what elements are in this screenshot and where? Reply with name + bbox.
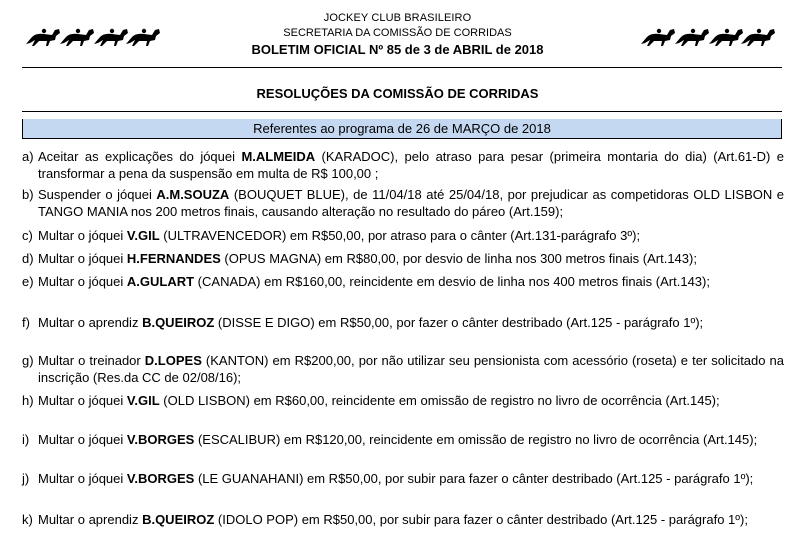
resolution-item xyxy=(22,314,784,331)
person-name: A.M.SOUZA xyxy=(156,187,230,202)
item-text-post: (CANADA) em R$160,00, reincidente em desvio de linha nos 400 metros finais (Art.143); xyxy=(194,274,710,289)
item-text-post: (DISSE E DIGO) em R$50,00, por fazer o cânter destribado (Art.125 - parágrafo 1º); xyxy=(214,315,704,330)
item-text-pre: Multar o jóquei xyxy=(38,393,127,408)
organization-name: JOCKEY CLUB BRASILEIRO xyxy=(323,12,472,24)
item-label: e) xyxy=(22,274,34,289)
item-text-post: (OLD LISBON) em R$60,00, reincidente em omissão de registro no livro de ocorrência (Art.145); xyxy=(159,393,720,408)
resolution-item xyxy=(22,227,784,244)
section-title: RESOLUÇÕES DA COMISSÃO DE CORRIDAS xyxy=(256,86,539,101)
person-name: B.QUEIROZ xyxy=(142,315,215,330)
header-divider xyxy=(22,67,782,68)
item-text-post: (LE GUANAHANI) em R$50,00, por subir para fazer o cânter destribado (Art.125 - parágrafo 1º); xyxy=(194,471,754,486)
item-label: j) xyxy=(22,471,30,486)
item-text-pre: Multar o aprendiz xyxy=(38,315,143,330)
bulletin-title: BOLETIM OFICIAL Nº 85 de 3 de ABRIL de 2018 xyxy=(251,42,544,57)
item-text xyxy=(38,431,784,448)
item-text-post: (IDOLO POP) em R$50,00, por subir para fazer o cânter destribado (Art.125 - parágrafo 1º); xyxy=(214,512,748,527)
section-divider-top xyxy=(22,111,782,112)
item-text xyxy=(38,186,784,220)
item-label: b) xyxy=(22,187,34,202)
item-text xyxy=(38,273,784,290)
document-header xyxy=(0,0,795,68)
item-text xyxy=(38,352,784,386)
item-label: f) xyxy=(22,315,30,330)
item-text-pre: Multar o jóquei xyxy=(38,432,127,447)
item-text xyxy=(38,470,784,487)
item-label: a) xyxy=(22,149,34,164)
item-text-post: (BOUQUET BLUE), de 11/04/18 até 25/04/18, por prejudicar as competidoras OLD LISBON e TANGO MANIA nos 200 metros finais, causando alteração no resultado do páreo (Art.159); xyxy=(38,187,784,219)
item-text xyxy=(38,227,784,244)
resolution-item xyxy=(22,431,784,448)
person-name: V.GIL xyxy=(126,228,160,243)
person-name: V.BORGES xyxy=(126,471,195,486)
item-text xyxy=(38,250,784,267)
item-text-pre: Multar o jóquei xyxy=(38,251,127,266)
resolution-item xyxy=(22,511,784,528)
item-text-post: (KANTON) em R$200,00, por não utilizar seu pensionista com acessório (roseta) e ter solicitado na inscrição (Res.da CC de 02/08/16); xyxy=(38,353,784,385)
item-text xyxy=(38,392,784,409)
resolution-item xyxy=(22,273,784,290)
item-label: k) xyxy=(22,512,33,527)
item-text-post: (ESCALIBUR) em R$120,00, reincidente em omissão de registro no livro de ocorrência (Art.145); xyxy=(194,432,758,447)
person-name: D.LOPES xyxy=(144,353,202,368)
item-text-post: (KARADOC), pelo atraso para pesar (primeira montaria do dia) (Art.61-D) e transformar a pena da suspensão em multa de R$ 100,00 ; xyxy=(38,149,784,181)
resolution-item xyxy=(22,392,784,409)
item-text-post: (OPUS MAGNA) em R$80,00, por desvio de linha nos 300 metros finais (Art.143); xyxy=(220,251,697,266)
item-text-pre: Multar o aprendiz xyxy=(38,512,143,527)
item-text-pre: Suspender o jóquei xyxy=(38,187,157,202)
item-label: i) xyxy=(22,432,30,447)
item-text-pre: Multar o jóquei xyxy=(38,228,127,243)
item-label: c) xyxy=(22,228,33,243)
item-text-pre: Multar o treinador xyxy=(38,353,145,368)
resolution-item xyxy=(22,352,784,386)
item-text-post: (ULTRAVENCEDOR) em R$50,00, por atraso para o cânter (Art.131-parágrafo 3º); xyxy=(159,228,641,243)
resolution-item xyxy=(22,470,784,487)
item-text-pre: Multar o jóquei xyxy=(38,274,127,289)
person-name: V.GIL xyxy=(126,393,160,408)
program-reference-bar: Referentes ao programa de 26 de MARÇO de 2018 xyxy=(22,119,782,139)
person-name: H.FERNANDES xyxy=(126,251,221,266)
item-text xyxy=(38,314,784,331)
item-text-pre: Multar o jóquei xyxy=(38,471,127,486)
department-name: SECRETARIA DA COMISSÃO DE CORRIDAS xyxy=(283,27,512,39)
item-text-pre: Aceitar as explicações do jóquei xyxy=(38,149,242,164)
item-label: g) xyxy=(22,353,34,368)
person-name: B.QUEIROZ xyxy=(142,512,215,527)
person-name: M.ALMEIDA xyxy=(241,149,316,164)
person-name: V.BORGES xyxy=(126,432,195,447)
item-label: d) xyxy=(22,251,34,266)
resolution-item xyxy=(22,148,784,182)
person-name: A.GULART xyxy=(126,274,195,289)
item-text xyxy=(38,148,784,182)
item-text xyxy=(38,511,784,528)
item-label: h) xyxy=(22,393,34,408)
resolution-item xyxy=(22,250,784,267)
resolution-item xyxy=(22,186,784,220)
